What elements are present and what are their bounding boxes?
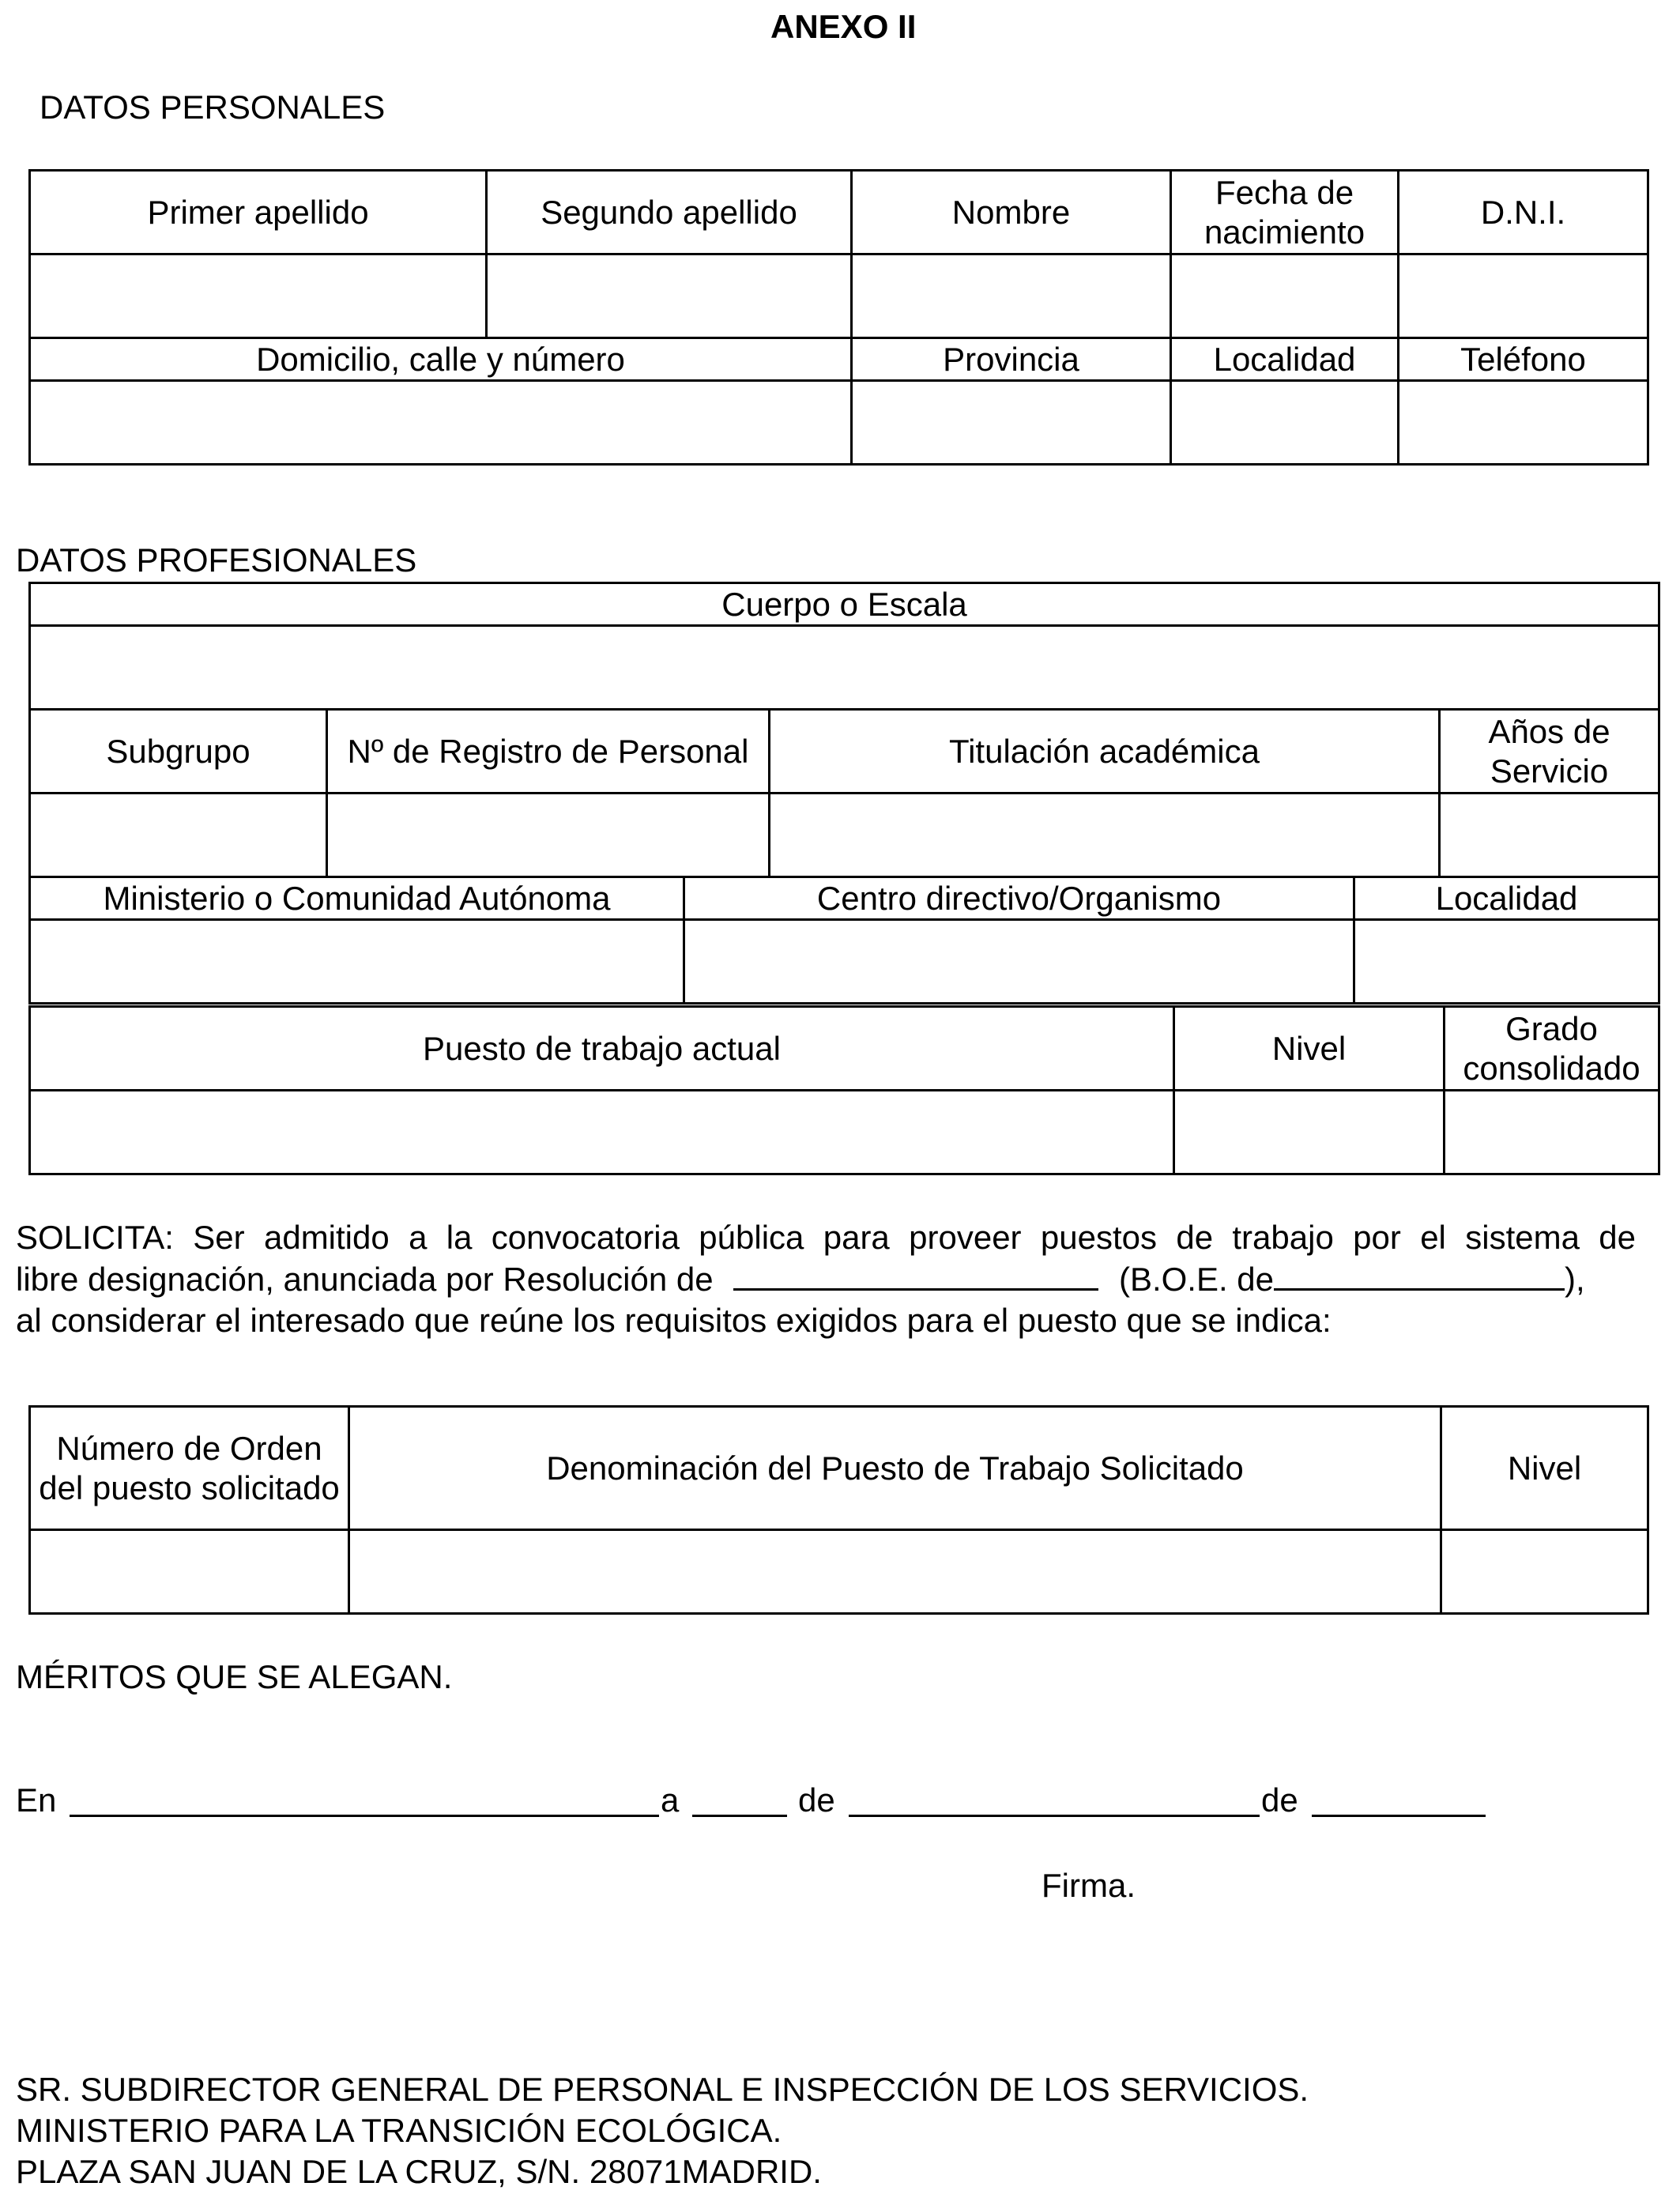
personal-section-label: DATOS PERSONALES	[40, 89, 386, 126]
field-localidad-prof[interactable]	[1354, 920, 1659, 1004]
fecha-de2-label: de	[1261, 1781, 1298, 1819]
header-primer-apellido: Primer apellido	[30, 171, 487, 254]
fecha-en-label: En	[16, 1781, 57, 1819]
professional-data-table	[28, 582, 1660, 1005]
field-denominacion[interactable]	[349, 1530, 1441, 1614]
header-domicilio: Domicilio, calle y número	[30, 338, 852, 381]
header-dni: D.N.I.	[1399, 171, 1648, 254]
field-provincia[interactable]	[852, 381, 1171, 465]
field-grado-consolidado[interactable]	[1445, 1091, 1659, 1174]
header-nivel: Nivel	[1174, 1007, 1445, 1091]
fecha-de1-label: de	[798, 1781, 835, 1819]
field-cuerpo-escala[interactable]	[30, 626, 1659, 710]
field-localidad[interactable]	[1171, 381, 1399, 465]
header-titulacion: Titulación académica	[770, 710, 1440, 794]
header-ministerio: Ministerio o Comunidad Autónoma	[30, 877, 684, 920]
field-nombre[interactable]	[852, 254, 1171, 338]
header-anos-servicio: Años de Servicio	[1440, 710, 1659, 794]
field-ministerio[interactable]	[30, 920, 684, 1004]
header-numero-orden: Número de Orden del puesto solicitado	[30, 1407, 349, 1530]
header-fecha-nacimiento: Fecha de nacimiento	[1171, 171, 1399, 254]
header-segundo-apellido: Segundo apellido	[487, 171, 852, 254]
field-primer-apellido[interactable]	[30, 254, 487, 338]
solicita-line-3: al considerar el interesado que reúne los requisitos exigidos para el puesto que se indica:	[16, 1302, 1332, 1339]
field-domicilio[interactable]	[30, 381, 852, 465]
header-provincia: Provincia	[852, 338, 1171, 381]
header-nombre: Nombre	[852, 171, 1171, 254]
boe-close: ),	[1565, 1261, 1585, 1298]
header-telefono: Teléfono	[1399, 338, 1648, 381]
header-denominacion: Denominación del Puesto de Trabajo Solicitado	[349, 1407, 1441, 1530]
header-localidad-prof: Localidad	[1354, 877, 1659, 920]
header-registro-personal: Nº de Registro de Personal	[327, 710, 770, 794]
signature-area[interactable]	[869, 1913, 1422, 2055]
meritos-label: MÉRITOS QUE SE ALEGAN.	[16, 1658, 453, 1695]
address-line-3: PLAZA SAN JUAN DE LA CRUZ, S/N. 28071MADRID.	[16, 2153, 822, 2190]
puesto-actual-table	[28, 1005, 1660, 1175]
resolucion-blank[interactable]	[733, 1258, 1098, 1291]
lugar-blank[interactable]	[70, 1815, 659, 1817]
header-cuerpo-escala: Cuerpo o Escala	[30, 583, 1659, 626]
solicita-paragraph	[16, 1217, 1636, 1341]
professional-section-label: DATOS PROFESIONALES	[16, 541, 417, 579]
field-nivel-solicitado[interactable]	[1441, 1530, 1648, 1614]
header-centro-directivo: Centro directivo/Organismo	[684, 877, 1354, 920]
field-telefono[interactable]	[1399, 381, 1648, 465]
field-subgrupo[interactable]	[30, 794, 327, 877]
fecha-a-label: a	[661, 1781, 680, 1819]
field-numero-orden[interactable]	[30, 1530, 349, 1614]
addressee-block	[16, 2069, 1309, 2192]
mes-blank[interactable]	[849, 1815, 1260, 1817]
field-centro-directivo[interactable]	[684, 920, 1354, 1004]
field-nivel[interactable]	[1174, 1091, 1445, 1174]
header-localidad: Localidad	[1171, 338, 1399, 381]
solicita-line-2	[16, 1258, 1636, 1300]
header-nivel-solicitado: Nivel	[1441, 1407, 1648, 1530]
ano-blank[interactable]	[1312, 1815, 1486, 1817]
solicita-resolucion-label: libre designación, anunciada por Resolución de	[16, 1261, 714, 1298]
puesto-solicitado-table	[28, 1405, 1649, 1615]
document-title: ANEXO II	[770, 8, 917, 45]
dia-blank[interactable]	[692, 1815, 787, 1817]
address-line-2: MINISTERIO PARA LA TRANSICIÓN ECOLÓGICA.	[16, 2112, 782, 2149]
field-puesto-actual[interactable]	[30, 1091, 1174, 1174]
solicita-line-1: SOLICITA: Ser admitido a la convocatoria pública para proveer puestos de trabajo por el sistema de	[16, 1219, 1636, 1256]
field-fecha-nacimiento[interactable]	[1171, 254, 1399, 338]
header-grado-consolidado: Grado consolidado	[1445, 1007, 1659, 1091]
header-puesto-actual: Puesto de trabajo actual	[30, 1007, 1174, 1091]
field-anos-servicio[interactable]	[1440, 794, 1659, 877]
field-titulacion[interactable]	[770, 794, 1440, 877]
field-dni[interactable]	[1399, 254, 1648, 338]
header-subgrupo: Subgrupo	[30, 710, 327, 794]
field-registro-personal[interactable]	[327, 794, 770, 877]
boe-blank[interactable]	[1274, 1258, 1565, 1291]
boe-label: (B.O.E. de	[1118, 1261, 1275, 1298]
firma-label: Firma.	[1042, 1867, 1136, 1904]
personal-data-table	[28, 169, 1649, 466]
field-segundo-apellido[interactable]	[487, 254, 852, 338]
address-line-1: SR. SUBDIRECTOR GENERAL DE PERSONAL E INSPECCIÓN DE LOS SERVICIOS.	[16, 2071, 1309, 2108]
